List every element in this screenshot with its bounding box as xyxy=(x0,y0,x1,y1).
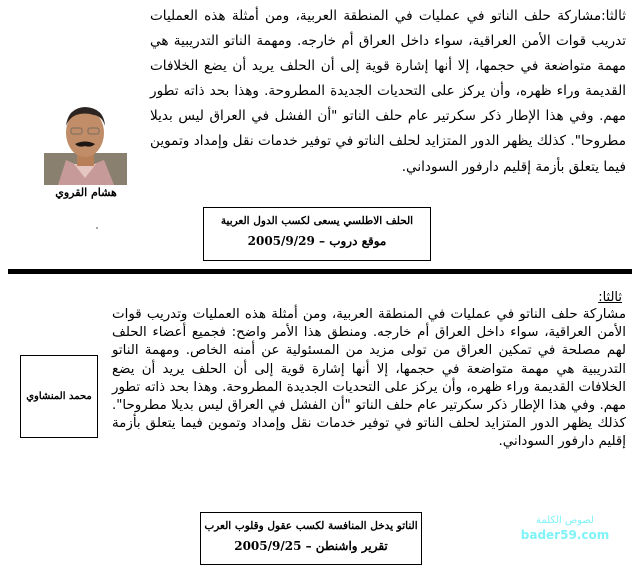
author2-name: محمد المنشاوي xyxy=(26,391,92,402)
article2-body: مشاركة حلف الناتو في عمليات في المنطقة العربية، ومن أمثلة هذه العمليات وتدريب قوات الأمن العراقية، سواء داخل العراق أم خارجه. ومنطق هذا الأمر واضح: فجميع أعضاء الحلف لهم مصلحة في تمكين العراق من تولى مزيد من المسئولية عن أمنه الخاص. ومهمة الناتو التدريبية هي مهمة متواضعة في حجمها، إلا أنها إشارة قوية إلى أن الحلف يريد أن يضع الخلافات القديمة وراء ظهره، وأن يركز على التحديات الجديدة المطروحة. وهذا بحد ذاته تطور مهم. وفي هذا الإطار ذكر سكرتير عام حلف الناتو "أن الفشل في العراق ليس بديلا مطروحا". كذلك يظهر الدور المتزايد لحلف الناتو في توفير خدمات نقل وإمداد وتموين فيما يتعلق بأزمة إقليم دارفور السوداني. xyxy=(112,307,626,450)
author1-name: هشام القروي xyxy=(55,186,117,199)
article2-source-title: الناتو يدخل المنافسة لكسب عقول وقلوب العرب xyxy=(204,520,418,532)
watermark-site: bader59.com xyxy=(520,528,610,542)
article2-heading: ثالثا: xyxy=(598,290,622,305)
article1-source-box xyxy=(203,207,431,261)
article1-source-title: الحلف الاطلسي يسعى لكسب الدول العربية xyxy=(220,215,414,227)
article2-author-box xyxy=(20,355,98,438)
stray-dot xyxy=(96,227,98,229)
article2-source-line: تقرير واشنطن – 2005/9/25 xyxy=(234,539,388,553)
section-divider xyxy=(8,269,632,274)
article1-source-line: موقع دروب – 2005/9/29 xyxy=(247,234,387,248)
watermark-line1: لصوص الكلمة xyxy=(536,515,594,526)
watermark xyxy=(515,515,615,542)
article1-body: ثالثا:مشاركة حلف الناتو في عمليات في المنطقة العربية، ومن أمثلة هذه العمليات تدريب قوات الأمن العراقية، سواء داخل العراق أم خارجه. ومهمة الناتو التدريبية هي مهمة متواضعة في حجمها، إلا أنها إشارة قوية إلى أن الحلف يريد أن يضع الخلافات القديمة وراء ظهره، وأن يركز على التحديات الجديدة المطروحة. وهذا بحد ذاته تطور مهم. وفي هذا الإطار ذكر سكرتير عام حلف الناتو "أن الفشل في العراق ليس بديلا مطروحا". كذلك يظهر الدور المتزايد لحلف الناتو في توفير خدمات نقل وإمداد وتموين فيما يتعلق بأزمة إقليم دارفور السوداني. xyxy=(150,8,626,175)
article2-source-box xyxy=(200,512,422,565)
author-photo xyxy=(44,98,127,185)
portrait-photo-icon xyxy=(44,98,127,185)
